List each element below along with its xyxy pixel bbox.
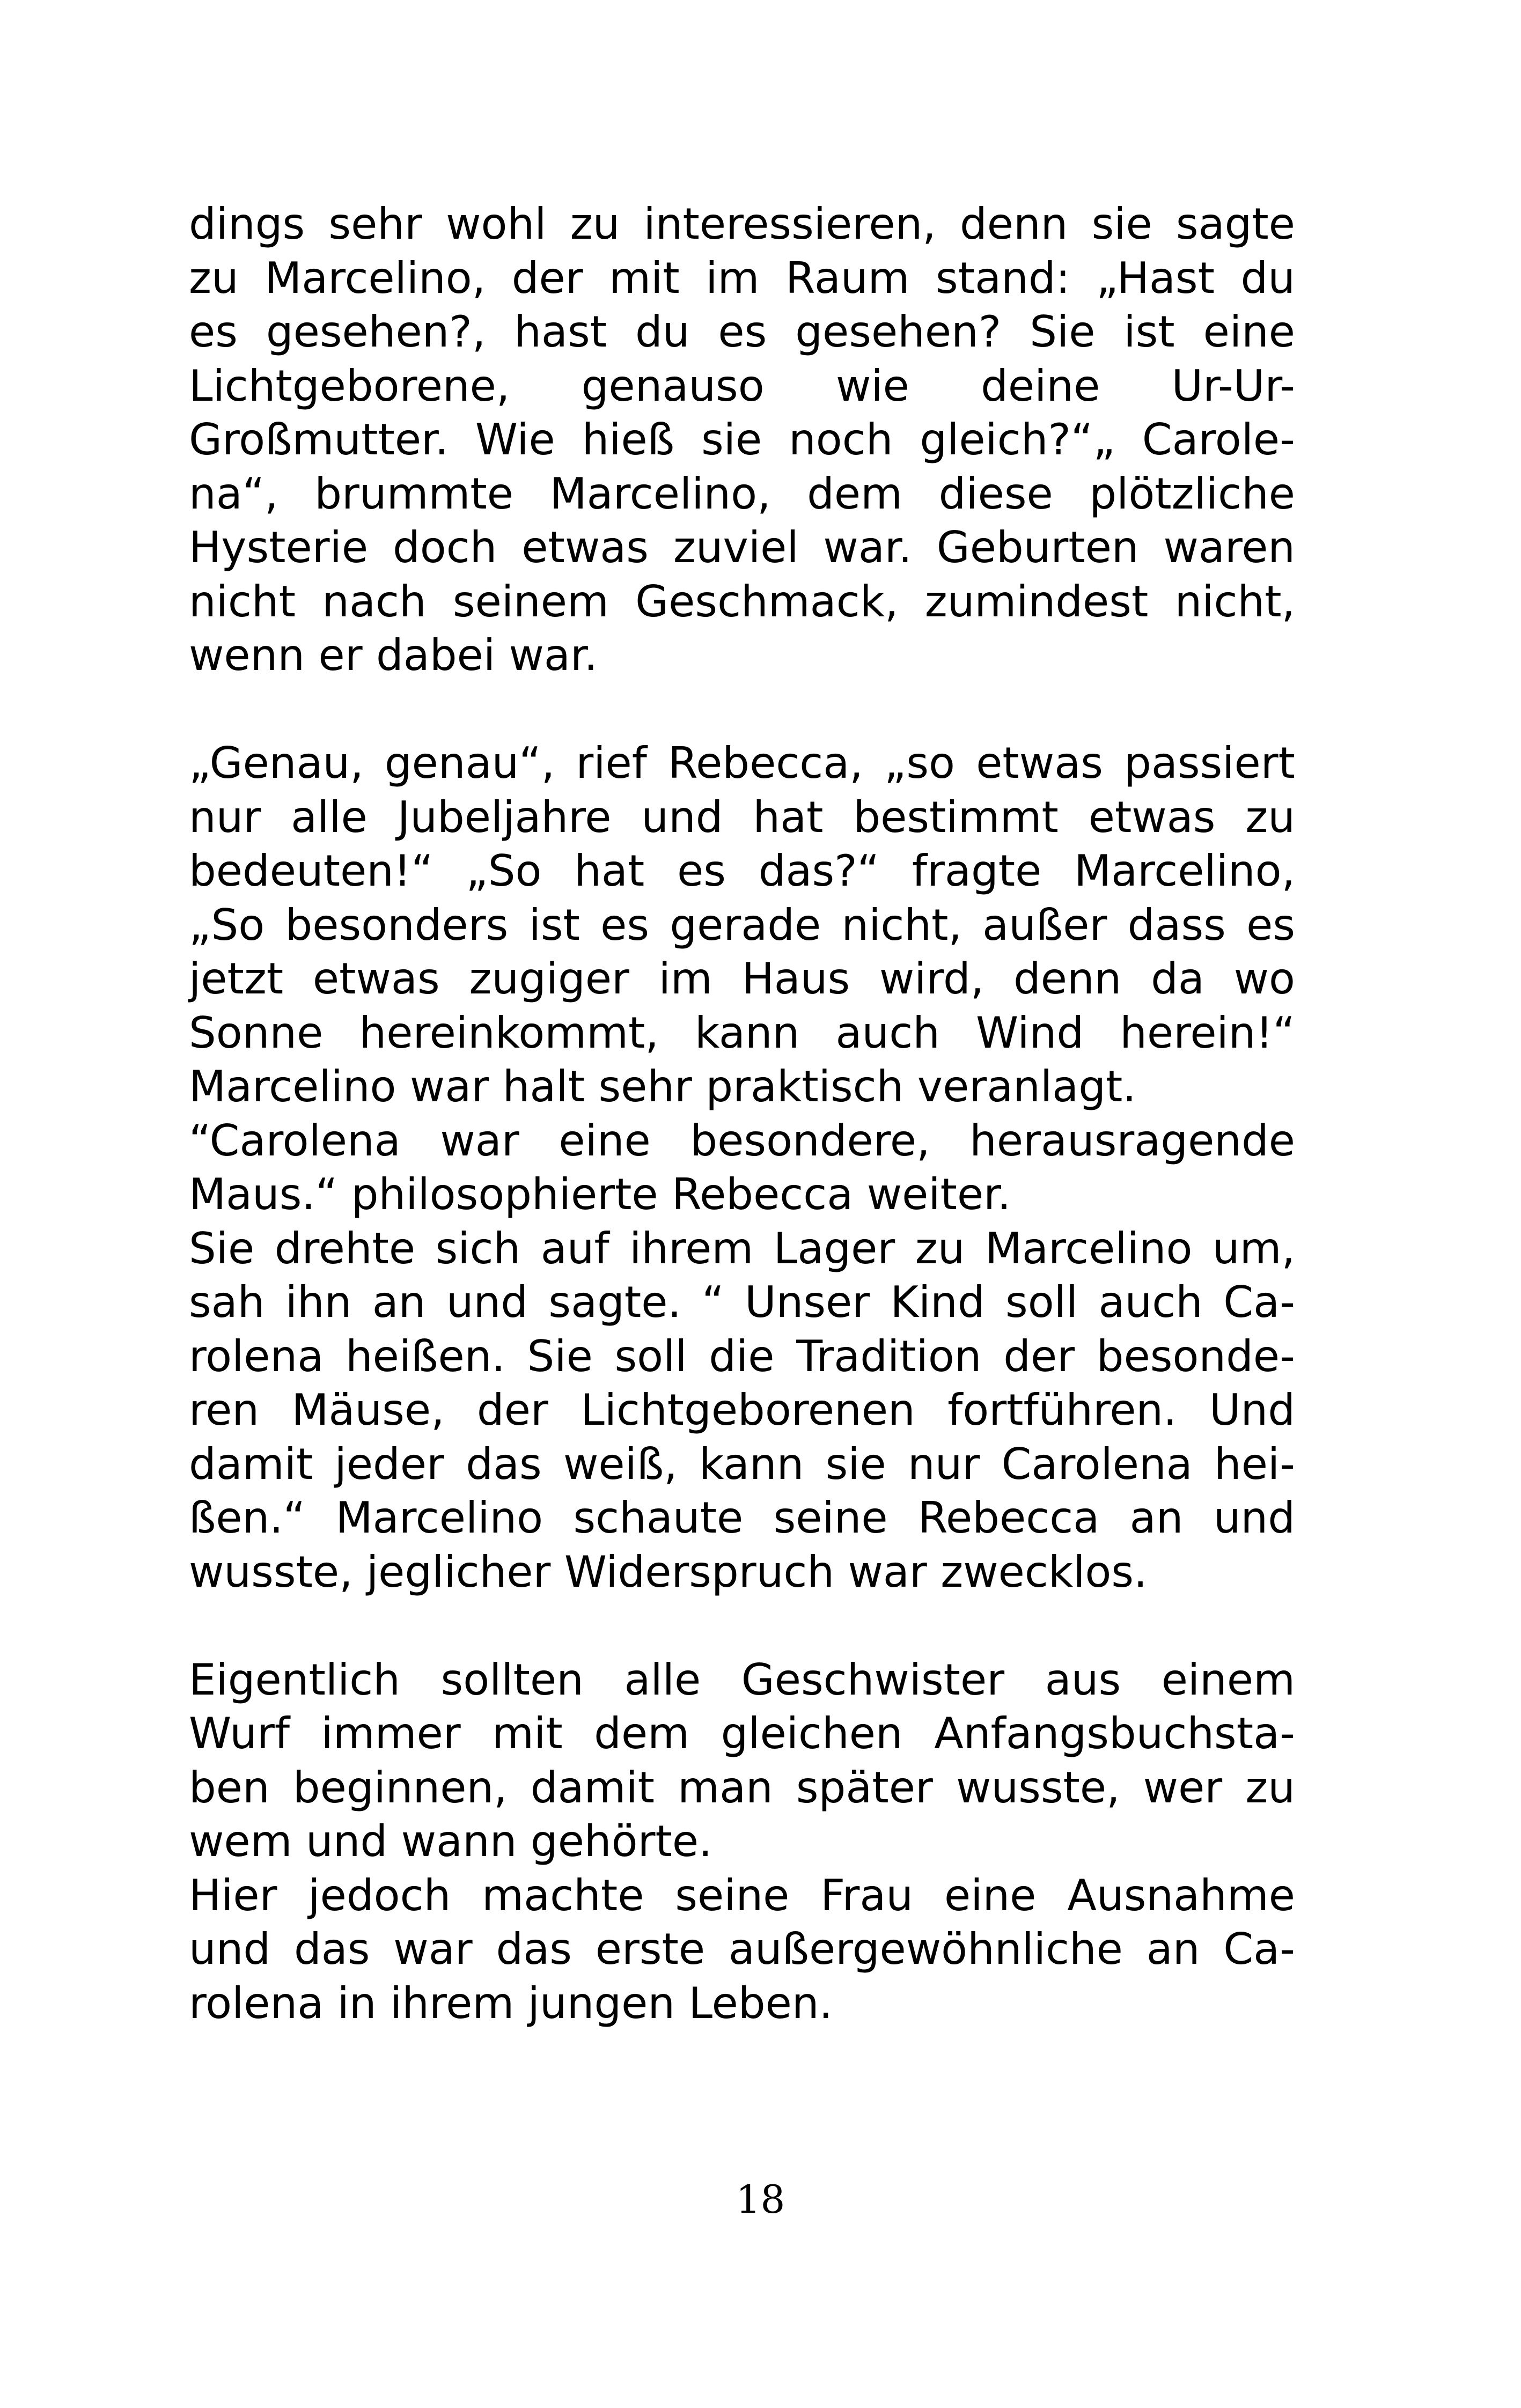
- text-line: bedeuten!“ „So hat es das?“ fragte Marcelino,: [189, 846, 1295, 896]
- paragraph-1: [189, 197, 1295, 683]
- text-line: „Genau, genau“, rief Rebecca, „so etwas passiert: [189, 738, 1295, 788]
- text-line: zu Marcelino, der mit im Raum stand: „Hast du: [189, 253, 1295, 303]
- text-line: nur alle Jubeljahre und hat bestimmt etwas zu: [189, 792, 1295, 842]
- text-line: damit jeder das weiß, kann sie nur Carolena hei-: [189, 1439, 1295, 1489]
- text-line: “Carolena war eine besondere, herausragende: [189, 1115, 1295, 1166]
- text-line: Großmutter. Wie hieß sie noch gleich?“„ Carole-: [189, 415, 1295, 465]
- text-line: Sonne hereinkommt, kann auch Wind herein!“: [189, 1007, 1295, 1058]
- text-line: Eigentlich sollten alle Geschwister aus einem: [189, 1654, 1295, 1705]
- paragraph-spacer: [189, 1599, 1295, 1653]
- text-line: Lichtgeborene, genauso wie deine Ur-Ur-: [189, 360, 1295, 411]
- text-line: Maus.“ philosophierte Rebecca weiter.: [189, 1169, 1011, 1219]
- body-text: [189, 197, 1295, 2030]
- text-line: sah ihn an und sagte. “ Unser Kind soll auch Ca-: [189, 1277, 1295, 1327]
- text-line: ßen.“ Marcelino schaute seine Rebecca an und: [189, 1493, 1295, 1543]
- text-line: jetzt etwas zugiger im Haus wird, denn da wo: [189, 954, 1295, 1004]
- text-line: es gesehen?, hast du es gesehen? Sie ist eine: [189, 307, 1295, 357]
- text-line: ben beginnen, damit man später wusste, wer zu: [189, 1762, 1295, 1813]
- paragraph-3: [189, 1653, 1295, 2031]
- text-line: Sie drehte sich auf ihrem Lager zu Marcelino um,: [189, 1223, 1295, 1273]
- text-line: Hier jedoch machte seine Frau eine Ausnahme: [189, 1870, 1295, 1920]
- page-number: 18: [736, 2177, 785, 2222]
- text-line: rolena in ihrem jungen Leben.: [189, 1978, 833, 2028]
- paragraph-spacer: [189, 683, 1295, 737]
- text-line: ren Mäuse, der Lichtgeborenen fortführen. Und: [189, 1385, 1295, 1435]
- text-line: Marcelino war halt sehr praktisch veranlagt.: [189, 1062, 1136, 1111]
- text-line: und das war das erste außergewöhnliche an Ca-: [189, 1924, 1295, 1974]
- text-line: wem und wann gehörte.: [189, 1816, 712, 1866]
- text-line: wusste, jeglicher Widerspruch war zwecklos.: [189, 1547, 1148, 1597]
- text-line: wenn er dabei war.: [189, 630, 598, 680]
- text-line: Hysterie doch etwas zuviel war. Geburten waren: [189, 522, 1295, 572]
- paragraph-2: [189, 737, 1295, 1599]
- text-line: Wurf immer mit dem gleichen Anfangsbuchsta-: [189, 1709, 1295, 1758]
- text-line: na“, brummte Marcelino, dem diese plötzliche: [189, 468, 1295, 519]
- text-line: „So besonders ist es gerade nicht, außer dass es: [189, 900, 1295, 950]
- text-line: nicht nach seinem Geschmack, zumindest nicht,: [189, 576, 1295, 627]
- text-line: dings sehr wohl zu interessieren, denn sie sagte: [189, 199, 1295, 249]
- text-line: rolena heißen. Sie soll die Tradition der besonde-: [189, 1331, 1295, 1381]
